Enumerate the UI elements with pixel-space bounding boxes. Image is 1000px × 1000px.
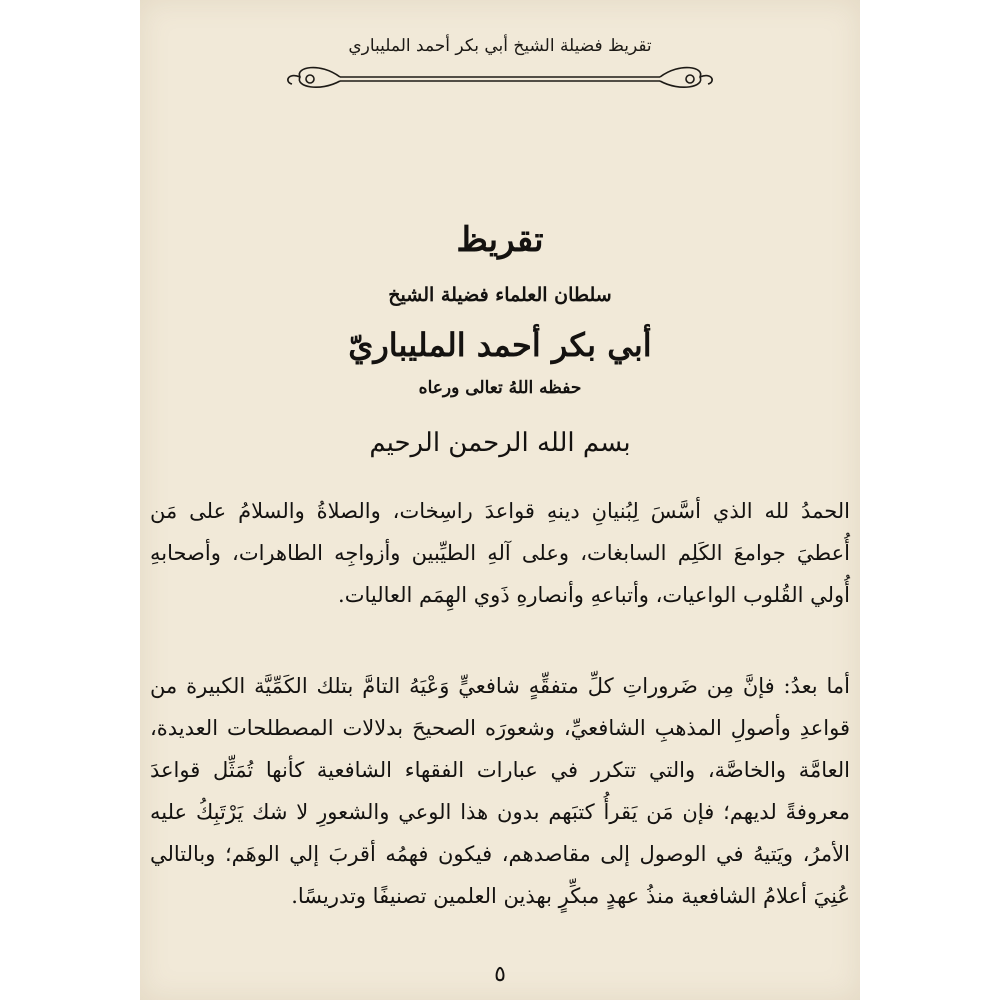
paragraph-1: الحمدُ لله الذي أسَّسَ لِبُنيانِ دينهِ قواعدَ راسِخات، والصلاةُ والسلامُ على مَن أُعطيَ جوامعَ الكَلِم السابغات، وعلى آلهِ الطيِّبين وأزواجِه الطاهرات، وأصحابهِ أُولي القُلوب الواعيات، وأتباعهِ وأنصارهِ ذَوي الهِمَم العاليات. (150, 499, 850, 607)
page-title: تقريظ (456, 220, 544, 260)
blessing-line: حفظه اللهُ تعالى ورعاه (418, 378, 582, 398)
ornament-divider (280, 62, 720, 92)
running-head: تقريظ فضيلة الشيخ أبي بكر أحمد المليباري (348, 36, 652, 56)
author-name: أبي بكر أحمد المليباريّ (348, 326, 652, 364)
basmala: بسم الله الرحمن الرحيم (369, 428, 631, 458)
subtitle: سلطان العلماء فضيلة الشيخ (388, 284, 612, 306)
book-page (140, 0, 860, 1000)
page-number: ٥ (494, 962, 506, 987)
paragraph-2: أما بعدُ: فإنَّ مِن ضَروراتِ كلِّ متفقِّهٍ شافعيٍّ وَعْيَهُ التامَّ بتلك الكَمِّيَّة الكبيرة من قواعدِ وأصولِ المذهبِ الشافعيِّ، وشعورَه الصحيحَ بدلالات المصطلحات العديدة، العامَّة والخاصَّة، والتي تتكرر في عبارات الفقهاء الشافعية كأنها تُمَثِّل قواعدَ معروفةً لديهم؛ فإن مَن يَقرأُ كتبَهم بدون هذا الوعي والشعورِ لا شك يَرْتَبِكُ عليه الأمرُ، ويَتيهُ في الوصول إلى مقاصدهم، فيكون فهمُه أقربَ إلي الوهَم؛ وبالتالي عُنِيَ أعلامُ الشافعية منذُ عهدٍ مبكِّرٍ بهذين العلمين تصنيفًا وتدريسًا. (150, 674, 850, 908)
